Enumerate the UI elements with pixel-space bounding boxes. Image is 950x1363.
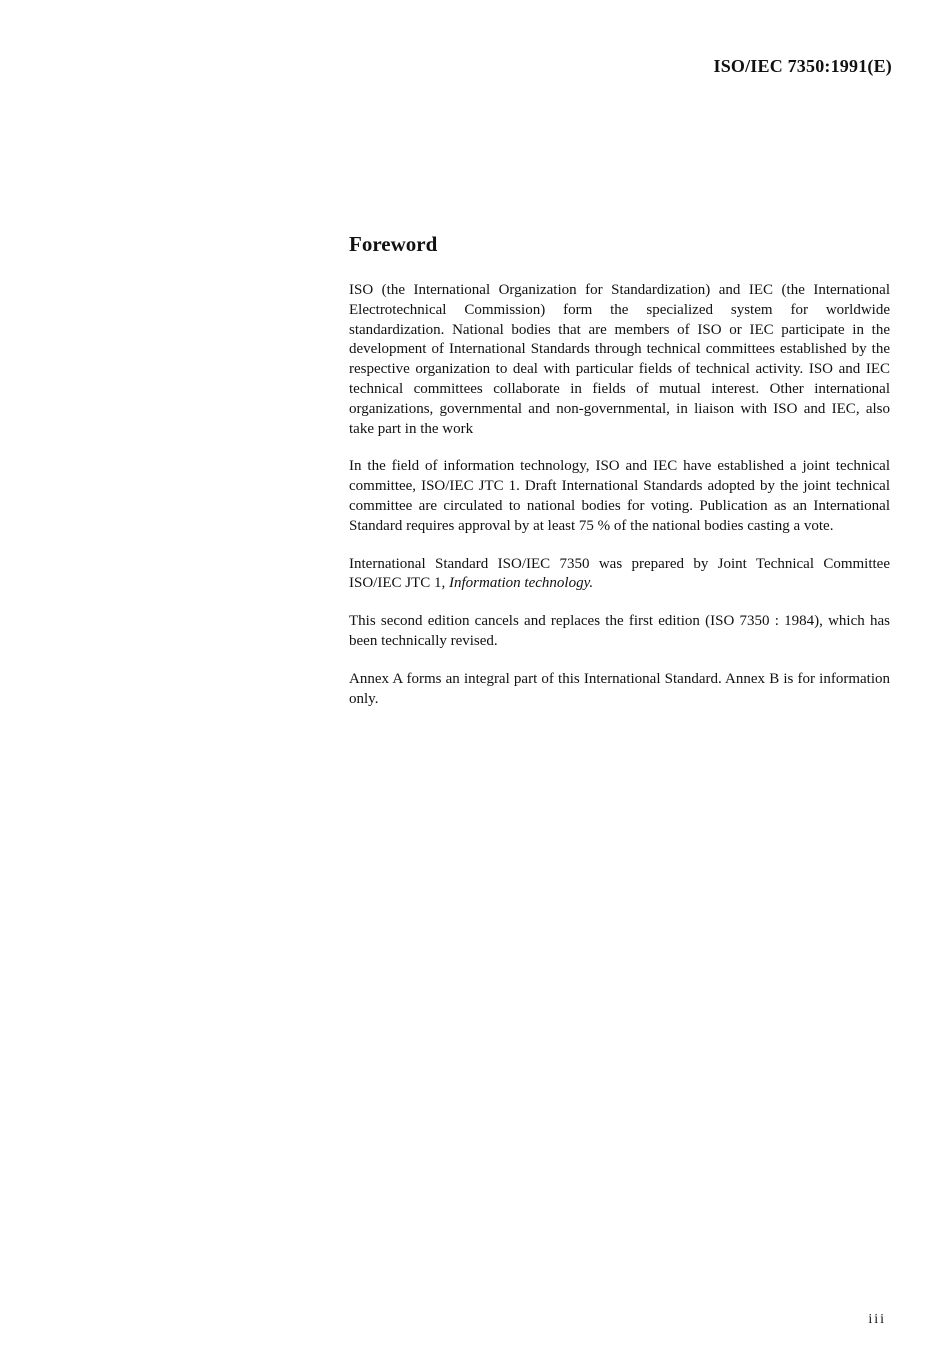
foreword-paragraph-organizations: ISO (the International Organization for Standardization) and IEC (the International Electrotechnical Commission) form the specialized system for worldwide standardization. National bodies that are members of ISO or IEC participate in the development of International Standards through technical committees established by the respective organization to deal with particular fields of technical activity. ISO and IEC technical committees collaborate in fields of mutual interest. Other international organizations, governmental and non-governmental, in liaison with ISO and IEC, also take part in the work bbox=[349, 282, 890, 437]
foreword-section bbox=[349, 228, 890, 709]
foreword-paragraph-edition: This second edition cancels and replaces the first edition (ISO 7350 : 1984), which has been technically revised. bbox=[349, 613, 890, 649]
foreword-paragraph-prepared-by bbox=[349, 555, 890, 595]
document-identifier: ISO/IEC 7350:1991(E) bbox=[713, 56, 892, 76]
foreword-heading: Foreword bbox=[349, 232, 438, 256]
foreword-paragraph-annexes: Annex A forms an integral part of this International Standard. Annex B is for information only. bbox=[349, 670, 890, 707]
page-number: iii bbox=[868, 1312, 886, 1327]
prepared-by-text: International Standard ISO/IEC 7350 was prepared by Joint Technical Committee ISO/IEC JTC 1, bbox=[349, 555, 890, 592]
committee-title: Information technology. bbox=[449, 575, 594, 592]
foreword-paragraph-jtc1: In the field of information technology, ISO and IEC have established a joint technical committee, ISO/IEC JTC 1. Draft International Standards adopted by the joint technical committee are circulated to national bodies for voting. Publication as an International Standard requires approval by at least 75 % of the national bodies casting a vote. bbox=[349, 458, 890, 534]
